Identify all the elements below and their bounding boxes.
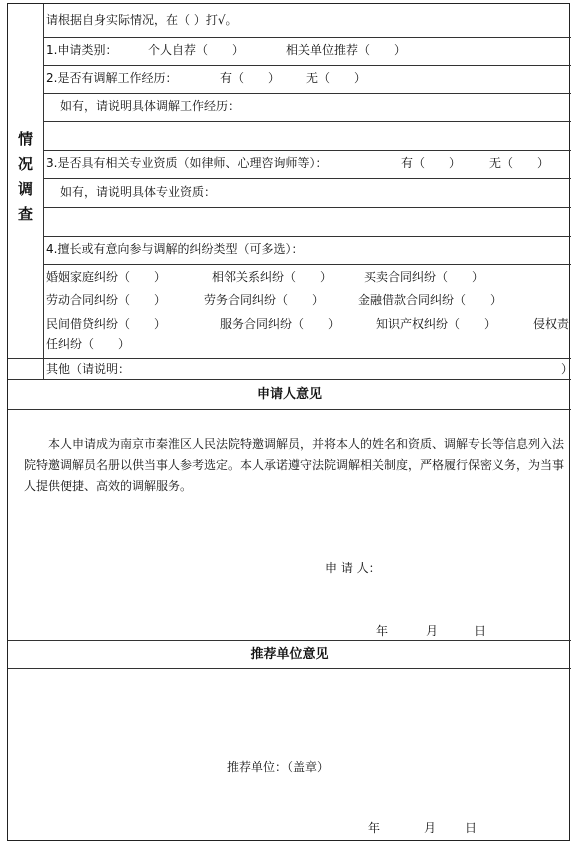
row-divider — [43, 178, 571, 179]
row-divider — [43, 236, 571, 237]
dispute-option[interactable]: 买卖合同纠纷（ ） — [364, 270, 485, 284]
recommender-date-month: 月 — [424, 821, 437, 835]
other-input-field[interactable] — [138, 361, 558, 377]
row-divider — [43, 93, 571, 94]
applicant-signature-field[interactable] — [403, 556, 553, 578]
other-label: 其他（请说明： — [46, 362, 131, 376]
q1-label: 1.申请类别： — [46, 43, 118, 57]
q3-option-yes[interactable]: 有（ ） — [401, 156, 462, 170]
q3-followup-label: 如有，请说明具体专业资质： — [60, 185, 217, 199]
q2-followup-label: 如有，请说明具体调解工作经历： — [60, 99, 241, 113]
q1-option-self[interactable]: 个人自荐（ ） — [148, 43, 245, 57]
dispute-option[interactable]: 知识产权纠纷（ ） — [376, 317, 497, 331]
q3-label: 3.是否具有相关专业资质（如律师、心理咨询师等）： — [46, 156, 328, 170]
survey-side-label: 情况调查 — [16, 131, 34, 231]
row-divider — [8, 409, 571, 410]
q3-followup-field[interactable] — [44, 208, 570, 235]
recommender-date-day: 日 — [465, 821, 478, 835]
applicant-opinion-header: 申请人意见 — [256, 387, 322, 402]
row-divider — [8, 358, 571, 359]
q4-label: 4.擅长或有意向参与调解的纠纷类型（可多选）： — [46, 242, 304, 256]
dispute-option-continued[interactable]: 任纠纷（ ） — [46, 337, 131, 351]
dispute-option[interactable]: 相邻关系纠纷（ ） — [212, 270, 333, 284]
dispute-option[interactable]: 劳务合同纠纷（ ） — [204, 293, 325, 307]
recommender-date-year: 年 — [368, 821, 381, 835]
applicant-date-day: 日 — [474, 624, 487, 638]
applicant-date-year: 年 — [376, 624, 389, 638]
recommender-seal-field[interactable] — [353, 754, 533, 778]
applicant-signature-label: 申 请 人： — [325, 561, 381, 575]
dispute-option[interactable]: 婚姻家庭纠纷（ ） — [46, 270, 167, 284]
row-divider — [43, 37, 571, 38]
dispute-option[interactable]: 金融借款合同纠纷（ ） — [358, 293, 503, 307]
instruction-text: 请根据自身实际情况，在（ ）打√。 — [46, 13, 238, 27]
q1-option-unit[interactable]: 相关单位推荐（ ） — [286, 43, 407, 57]
dispute-option[interactable]: 民间借贷纠纷（ ） — [46, 317, 167, 331]
q2-followup-field[interactable] — [44, 122, 570, 149]
dispute-option[interactable]: 侵权责 — [533, 317, 570, 331]
survey-column-divider — [43, 4, 44, 379]
row-divider — [43, 264, 571, 265]
row-divider — [43, 150, 571, 151]
applicant-statement: 本人申请成为南京市秦淮区人民法院特邀调解员，并将本人的姓名和资质、调解专长等信息列入法院特邀调解员名册以供当事人参考选定。本人承诺遵守法院调解相关制度，严格履行保密义务，为当事人提供便捷、高效的调解服务。 — [24, 437, 565, 493]
row-divider — [8, 640, 571, 641]
q2-option-yes[interactable]: 有（ ） — [220, 71, 281, 85]
applicant-date-month: 月 — [426, 624, 439, 638]
dispute-option[interactable]: 服务合同纠纷（ ） — [220, 317, 341, 331]
application-form-table — [7, 3, 574, 841]
row-divider — [8, 379, 571, 380]
dispute-option[interactable]: 劳动合同纠纷（ ） — [46, 293, 167, 307]
q2-option-no[interactable]: 无（ ） — [306, 71, 367, 85]
row-divider — [43, 65, 571, 66]
recommender-opinion-header: 推荐单位意见 — [250, 647, 329, 662]
row-divider — [8, 668, 571, 669]
q2-label: 2.是否有调解工作经历： — [46, 71, 178, 85]
other-close-paren: ） — [561, 362, 574, 376]
q3-option-no[interactable]: 无（ ） — [489, 156, 550, 170]
recommender-signature-label: 推荐单位：（盖章） — [227, 760, 330, 774]
